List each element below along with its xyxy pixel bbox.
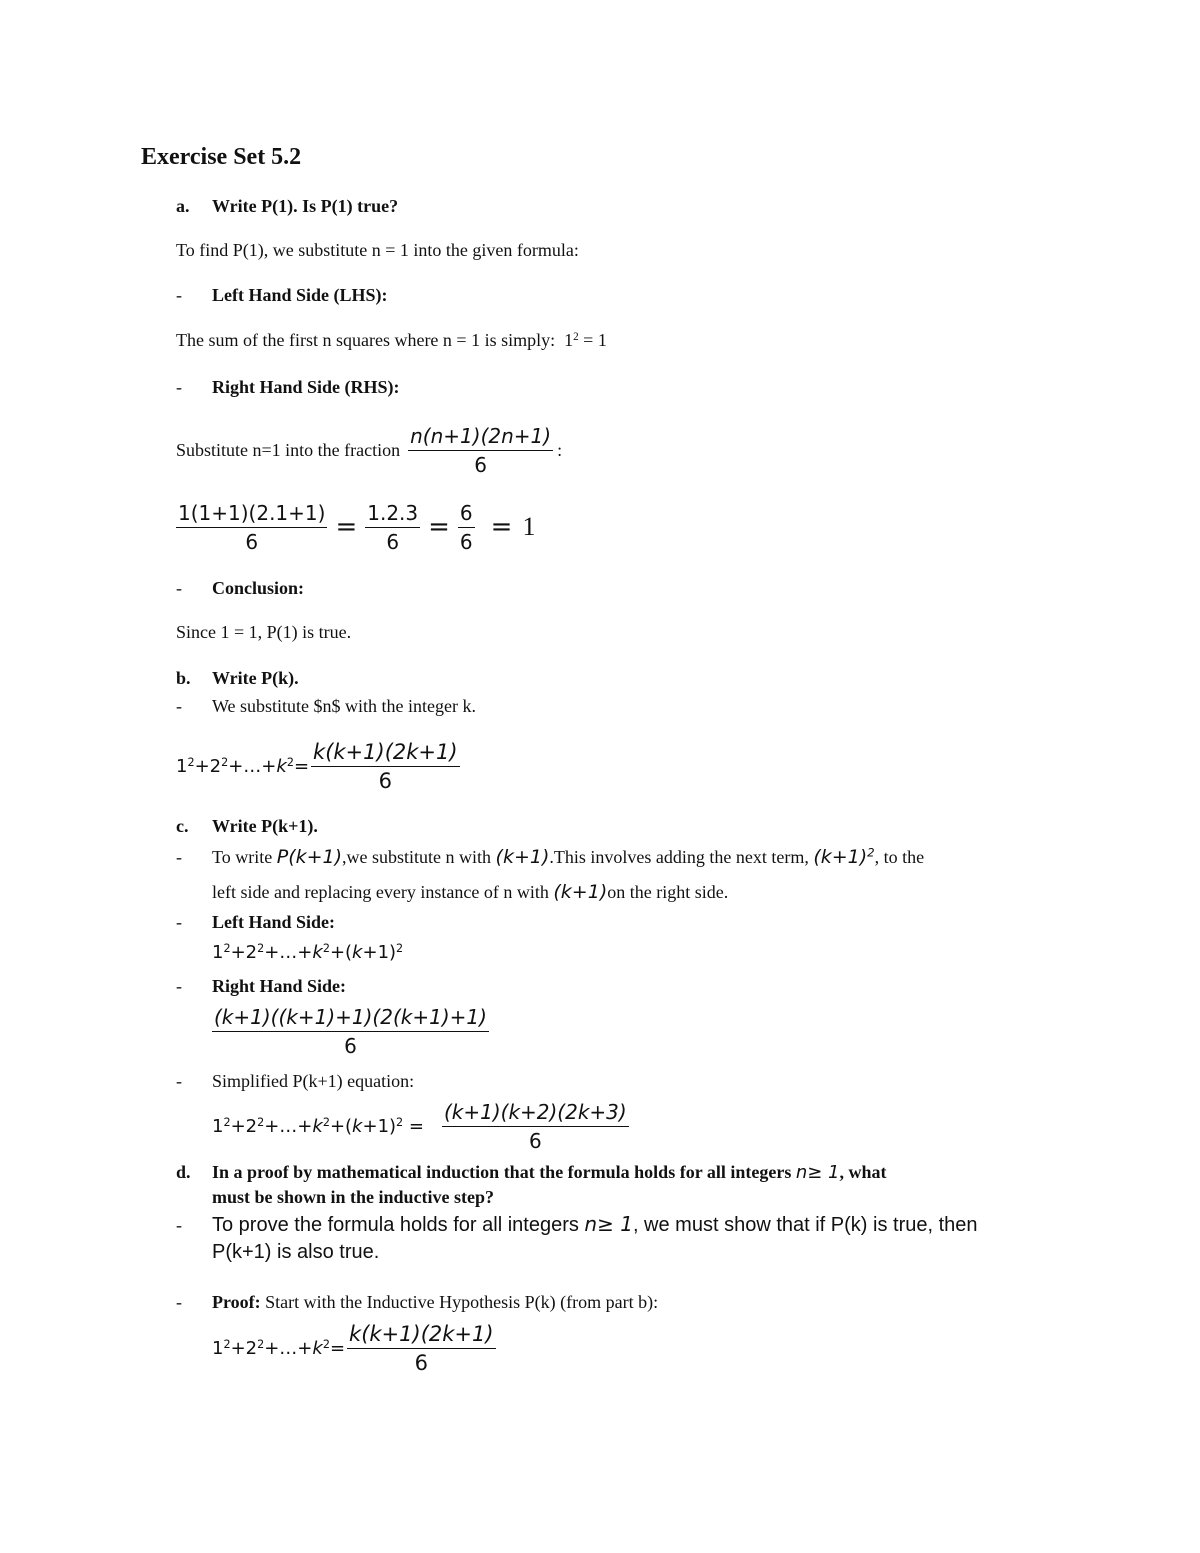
part-c-heading: Write P(k+1).	[212, 816, 318, 836]
pk-fraction	[311, 740, 460, 793]
rhs-fraction-row	[176, 420, 562, 480]
rhs-heading: Right Hand Side (RHS):	[212, 377, 400, 397]
calc-fraction-1	[176, 501, 327, 554]
bullet-dash: -	[176, 912, 182, 932]
fraction-denominator: 6	[344, 1034, 357, 1058]
bullet-dash: -	[176, 1071, 182, 1091]
fraction-numerator: k(k+1)(2k+1)	[349, 1321, 494, 1346]
fraction-denominator: 6	[245, 529, 259, 554]
c-rhs-fraction	[212, 1005, 489, 1058]
rhs-text: Substitute n=1 into the fraction	[176, 439, 401, 460]
fraction-denominator: 6	[528, 1128, 542, 1153]
fraction-denominator: 6	[474, 452, 487, 477]
part-d-answer-line2: P(k+1) is also true.	[212, 1241, 380, 1263]
fraction-numerator: n(n+1)(2n+1)	[410, 423, 552, 448]
punctuation: :	[557, 439, 563, 460]
lhs-heading: Left Hand Side (LHS):	[212, 285, 388, 305]
p-k-plus-1: P(k+1)	[276, 846, 343, 868]
pk-equation	[176, 736, 460, 796]
fraction-numerator: (k+1)((k+1)+1)(2(k+1)+1)	[214, 1005, 487, 1029]
bullet-dash: -	[176, 1215, 182, 1235]
n-ge-1: n≥ 1	[584, 1212, 633, 1236]
simplified-label: Simplified P(k+1) equation:	[212, 1071, 415, 1091]
part-b-line: We substitute $n$ with the integer k.	[212, 696, 477, 716]
p1-calculation	[176, 496, 535, 558]
text-segment: , what	[839, 1162, 887, 1182]
text-segment: To write	[212, 847, 273, 867]
proof-label: Proof:	[212, 1292, 261, 1312]
c-lhs-heading-row	[176, 912, 335, 933]
sum-lhs: $1^2+2^2+\dots+k^2=$	[212, 1337, 346, 1359]
k-plus-1: (k+1)	[495, 846, 550, 868]
equals-sign: =	[335, 512, 358, 542]
bullet-dash: -	[176, 847, 182, 867]
c-lhs-expression: $1^2+2^2+\dots+k^2+(k+1)^2$	[212, 941, 404, 963]
calc-fraction-3	[458, 501, 475, 554]
part-c-line2	[212, 881, 728, 903]
sum-lhs: $1^2+2^2+\dots+k^2+(k+1)^2$ =	[212, 1115, 424, 1137]
proof-row	[176, 1292, 658, 1313]
calc-fraction-2	[365, 501, 420, 554]
fraction-numerator: 6	[459, 500, 473, 525]
part-c-line1	[176, 846, 924, 868]
part-a-marker: a.	[176, 196, 190, 216]
sum-lhs: $1^2+2^2+\dots+k^2=$	[176, 755, 310, 777]
conclusion-heading-row	[176, 578, 304, 599]
fraction-numerator: k(k+1)(2k+1)	[313, 739, 458, 764]
conclusion-heading: Conclusion:	[212, 578, 305, 598]
c-lhs-heading: Left Hand Side:	[212, 912, 336, 932]
simplified-label-row	[176, 1071, 414, 1092]
fraction-numerator: 1(1+1)(2.1+1)	[178, 500, 326, 525]
rhs-heading-row	[176, 377, 400, 398]
bullet-dash: -	[176, 285, 182, 305]
fraction-denominator: 6	[459, 529, 473, 554]
text-segment: ,we substitute n with	[342, 847, 492, 867]
simplified-fraction	[442, 1100, 629, 1153]
part-c-marker: c.	[176, 816, 189, 836]
simplified-equation	[212, 1096, 629, 1156]
part-d-answer-line1	[176, 1212, 978, 1237]
n-ge-1: n≥ 1	[795, 1162, 840, 1183]
fraction-denominator: 6	[378, 768, 392, 793]
bullet-dash: -	[176, 696, 182, 716]
lhs-text-row	[176, 330, 607, 351]
equals-sign: =	[428, 512, 450, 542]
text-segment: .This involves adding the next term,	[549, 847, 809, 867]
k-plus-1-squared: $(k+1)^2$	[813, 845, 875, 868]
part-d-heading-line2: must be shown in the inductive step?	[212, 1187, 495, 1207]
part-a-intro: To find P(1), we substitute n = 1 into the given formula:	[176, 240, 579, 260]
calc-result: 1	[522, 512, 536, 541]
one-squared-eq: $1^2 = 1$	[559, 330, 607, 350]
part-b-heading: Write P(k).	[212, 668, 299, 688]
fraction-numerator: (k+1)(k+2)(2k+3)	[443, 1099, 627, 1124]
fraction-denominator: 6	[414, 1350, 428, 1375]
part-d-marker: d.	[176, 1162, 191, 1182]
equals-sign: =	[490, 512, 513, 542]
lhs-heading-row	[176, 285, 388, 306]
lhs-text: The sum of the first n squares where n = 1 is simply:	[176, 330, 556, 350]
text-segment: on the right side.	[607, 882, 729, 902]
bullet-dash: -	[176, 578, 182, 598]
text-segment: , to the	[874, 847, 925, 867]
fraction-denominator: 6	[386, 529, 400, 554]
bullet-dash: -	[176, 377, 182, 397]
c-rhs-heading: Right Hand Side:	[212, 976, 347, 996]
conclusion-text: Since 1 = 1, P(1) is true.	[176, 622, 352, 642]
proof-fraction	[347, 1322, 496, 1375]
k-plus-1: (k+1)	[553, 881, 608, 903]
text-segment: left side and replacing every instance of n with	[212, 882, 549, 902]
part-b-line-row	[176, 696, 476, 717]
page-title: Exercise Set 5.2	[141, 144, 302, 170]
part-a-heading: Write P(1). Is P(1) true?	[212, 196, 399, 216]
text-segment: In a proof by mathematical induction that the formula holds for all integers	[212, 1162, 792, 1182]
general-formula-fraction	[408, 424, 553, 477]
part-b-marker: b.	[176, 668, 191, 688]
bullet-dash: -	[176, 976, 182, 996]
bullet-dash: -	[176, 1292, 182, 1312]
proof-text: Start with the Inductive Hypothesis P(k) (from part b):	[265, 1292, 659, 1312]
proof-equation	[212, 1318, 496, 1378]
part-d-heading-line1	[212, 1162, 887, 1183]
text-segment: , we must show that if P(k) is true, then	[632, 1214, 978, 1236]
fraction-numerator: 1.2.3	[367, 500, 419, 525]
c-rhs-heading-row	[176, 976, 346, 997]
c-rhs-frac	[212, 1005, 489, 1058]
text-segment: To prove the formula holds for all integers	[212, 1214, 579, 1236]
